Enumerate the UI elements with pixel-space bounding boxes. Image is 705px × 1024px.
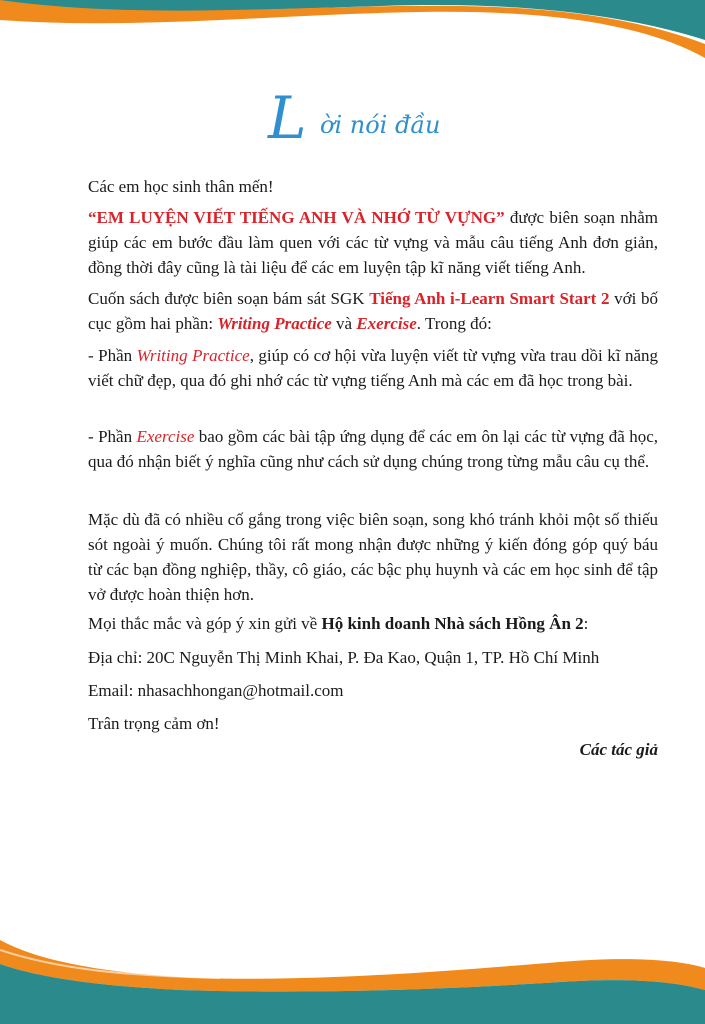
apology-text: Mặc dù đã có nhiều cố gắng trong việc biên soạn, song khó tránh khỏi một số thiếu sót ngoài ý muốn. Chúng tôi rất mong nhận được những ý kiến đóng góp quý báu từ các bạn đồng nghiệp, thầy, cô giáo, các bậc phụ huynh và các em học sinh để tập vở được hoàn thiện hơn. (88, 510, 658, 604)
writing-practice-paragraph (88, 343, 658, 393)
structure-text-4: . Trong đó: (416, 314, 492, 333)
part-exercise: Exercise (356, 314, 417, 333)
signature: Các tác giả (579, 740, 658, 759)
structure-text-1: Cuốn sách được biên soạn bám sát SGK (88, 289, 370, 308)
exercise-name: Exercise (136, 427, 195, 446)
apology-paragraph (88, 507, 658, 607)
title-rest: ời nói đầu (320, 111, 441, 139)
email-text: Email: nhasachhongan@hotmail.com (88, 681, 344, 700)
email-line (88, 678, 658, 703)
thanks-line (88, 711, 658, 736)
greeting-text: Các em học sinh thân mến! (88, 177, 274, 196)
textbook-name: Tiếng Anh i-Learn Smart Start 2 (369, 289, 610, 308)
contact-paragraph (88, 611, 658, 636)
book-name: “EM LUYỆN VIẾT TIẾNG ANH VÀ NHỚ TỪ VỰNG” (88, 208, 505, 227)
intro-paragraph (88, 205, 658, 280)
writing-practice-name: Writing Practice (136, 346, 250, 365)
writing-practice-text: , giúp có cơ hội vừa luyện viết từ vựng vừa trau dồi kĩ năng viết chữ đẹp, qua đó ghi nhớ các từ vựng tiếng Anh mà các em đã học trong bài. (88, 346, 658, 390)
contact-text: Mọi thắc mắc và góp ý xin gửi về (88, 614, 322, 633)
structure-text-3: và (331, 314, 357, 333)
writing-prefix: - Phần (88, 346, 137, 365)
thanks-text: Trân trọng cảm ơn! (88, 714, 220, 733)
part-writing-practice: Writing Practice (217, 314, 332, 333)
title-initial: L (268, 84, 307, 152)
structure-text-2: với bố cục gồm hai phần: (88, 289, 658, 333)
page-title (268, 86, 488, 156)
exercise-prefix: - Phần (88, 427, 137, 446)
greeting-paragraph (88, 174, 658, 199)
contact-colon: : (583, 614, 589, 633)
exercise-paragraph (88, 424, 658, 474)
intro-text: được biên soạn nhằm giúp các em bước đầu làm quen với các từ vựng và mẫu câu tiếng Anh đơn giản, đồng thời đây cũng là tài liệu để các em luyện tập kĩ năng viết tiếng Anh. (88, 208, 658, 277)
exercise-text: bao gồm các bài tập ứng dụng để các em ôn lại các từ vựng đã học, qua đó nhận biết ý nghĩa cũng như cách sử dụng chúng trong từng mẫu câu cụ thể. (88, 427, 658, 471)
address-text: Địa chỉ: 20C Nguyễn Thị Minh Khai, P. Đa Kao, Quận 1, TP. Hồ Chí Minh (88, 648, 600, 667)
address-line (88, 645, 658, 670)
structure-paragraph (88, 286, 658, 336)
company-name: Hộ kinh doanh Nhà sách Hồng Ân 2 (321, 614, 584, 633)
